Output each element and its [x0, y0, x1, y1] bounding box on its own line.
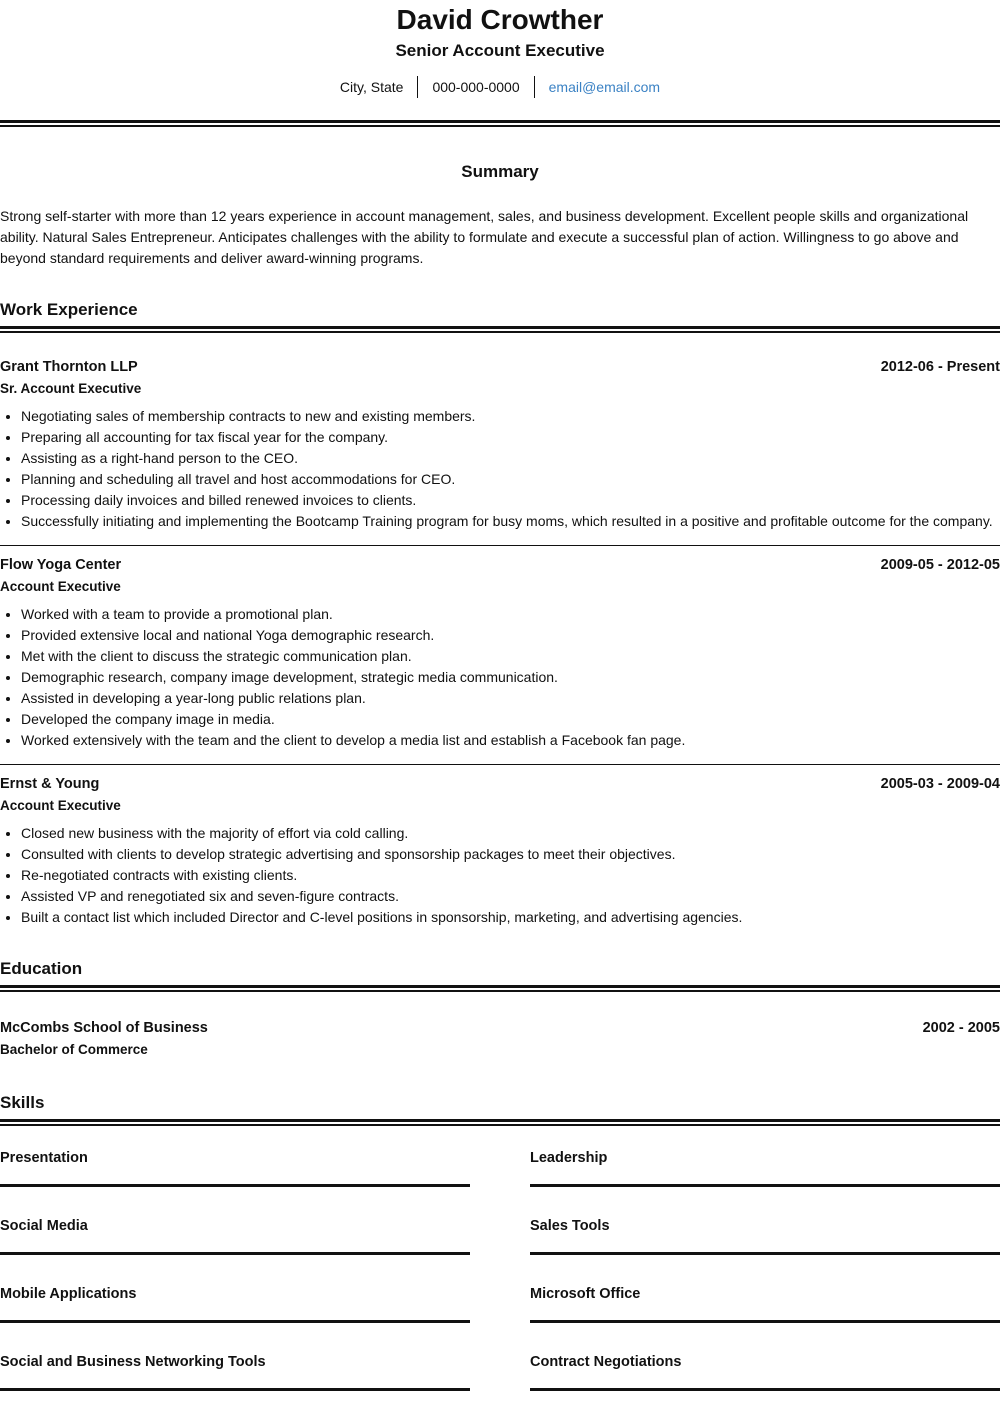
job-bullet: • Worked with a team to provide a promotional plan. — [21, 604, 1000, 625]
section-divider — [0, 1119, 1000, 1126]
job-bullet: • Closed new business with the majority of effort via cold calling. — [21, 823, 1000, 844]
contact-email-link[interactable]: email@email.com — [548, 79, 661, 95]
education-degree: Bachelor of Commerce — [0, 1042, 148, 1057]
job-divider — [0, 545, 1000, 546]
job-bullet: • Worked extensively with the team and the client to develop a media list and establish a Facebook fan page. — [21, 730, 1000, 751]
job-bullets — [0, 604, 1000, 751]
job-entry — [0, 774, 1000, 928]
skill-label: Microsoft Office — [530, 1286, 641, 1302]
contact-phone: 000-000-0000 — [432, 79, 520, 95]
education-entry — [0, 1018, 1000, 1059]
job-bullet: • Processing daily invoices and billed renewed invoices to clients. — [21, 490, 1000, 511]
skill-label: Social Media — [0, 1218, 88, 1234]
summary-text: Strong self-starter with more than 12 years experience in account management, sales, and business development. Excellent people skills and organizational ability. Natural Sales Entrepreneur. Anticipates challenges with the ability to formulate and execute a successful plan of action. Willingness to go above and beyond standard requirements and deliver award-winning programs. — [0, 208, 969, 266]
job-entry — [0, 555, 1000, 765]
skill-level-bar — [0, 1320, 470, 1323]
job-header — [0, 357, 1000, 377]
education-school: McCombs School of Business — [0, 1020, 208, 1036]
job-company: Flow Yoga Center — [0, 557, 122, 573]
skills-grid — [0, 1148, 1000, 1420]
skills-section — [0, 1092, 1000, 1420]
skill-label: Social and Business Networking Tools — [0, 1354, 266, 1370]
job-bullet: • Developed the company image in media. — [21, 709, 1000, 730]
work-experience-heading: Work Experience — [0, 300, 138, 319]
job-bullet: • Planning and scheduling all travel and host accommodations for CEO. — [21, 469, 1000, 490]
skill-label: Contract Negotiations — [530, 1354, 682, 1370]
contact-line — [0, 76, 1000, 98]
job-bullet: • Assisting as a right-hand person to the CEO. — [21, 448, 1000, 469]
resume-header — [0, 0, 1000, 127]
job-bullet: • Consulted with clients to develop strategic advertising and sponsorship packages to meet their objectives. — [21, 844, 1000, 865]
candidate-name: David Crowther — [396, 4, 604, 35]
job-bullet: • Assisted VP and renegotiated six and seven-figure contracts. — [21, 886, 1000, 907]
job-dates: 2012-06 - Present — [880, 359, 1000, 375]
job-role: Account Executive — [0, 579, 121, 594]
job-role: Account Executive — [0, 798, 121, 813]
skill-level-bar — [530, 1320, 1000, 1323]
section-divider — [0, 985, 1000, 992]
education-dates: 2002 - 2005 — [922, 1020, 1000, 1036]
job-bullet: • Met with the client to discuss the strategic communication plan. — [21, 646, 1000, 667]
skill-item — [530, 1216, 1000, 1284]
skill-label: Presentation — [0, 1150, 88, 1166]
skill-label: Sales Tools — [530, 1218, 610, 1234]
candidate-title: Senior Account Executive — [395, 41, 605, 60]
job-dates: 2005-03 - 2009-04 — [880, 776, 1000, 792]
job-bullet: • Negotiating sales of membership contracts to new and existing members. — [21, 406, 1000, 427]
skill-label: Leadership — [530, 1150, 608, 1166]
job-role: Sr. Account Executive — [0, 381, 142, 396]
skill-label: Mobile Applications — [0, 1286, 137, 1302]
job-bullet: • Assisted in developing a year-long public relations plan. — [21, 688, 1000, 709]
contact-location: City, State — [339, 79, 404, 95]
job-bullet: • Preparing all accounting for tax fiscal year for the company. — [21, 427, 1000, 448]
job-dates: 2009-05 - 2012-05 — [880, 557, 1000, 573]
job-bullet: • Demographic research, company image development, strategic media communication. — [21, 667, 1000, 688]
work-experience-section — [0, 299, 1000, 928]
skills-heading: Skills — [0, 1093, 45, 1112]
job-bullet: • Successfully initiating and implementing the Bootcamp Training program for busy moms, which resulted in a positive and profitable outcome for the company. — [21, 511, 1000, 532]
skill-level-bar — [0, 1252, 470, 1255]
job-bullet: • Built a contact list which included Director and C-level positions in sponsorship, marketing, and advertising agencies. — [21, 907, 1000, 928]
header-divider — [0, 120, 1000, 127]
job-entry — [0, 357, 1000, 546]
job-bullet: • Re-negotiated contracts with existing clients. — [21, 865, 1000, 886]
job-header — [0, 555, 1000, 575]
section-divider — [0, 326, 1000, 333]
skill-item — [0, 1148, 470, 1216]
job-company: Grant Thornton LLP — [0, 359, 138, 375]
job-bullet: • Provided extensive local and national Yoga demographic research. — [21, 625, 1000, 646]
skill-item — [530, 1148, 1000, 1216]
job-bullets — [0, 406, 1000, 532]
education-header — [0, 1018, 1000, 1038]
job-divider — [0, 764, 1000, 765]
job-company: Ernst & Young — [0, 776, 100, 792]
summary-section — [0, 161, 1000, 269]
skill-level-bar — [0, 1388, 470, 1391]
skill-item — [0, 1284, 470, 1352]
job-bullets — [0, 823, 1000, 928]
education-section — [0, 958, 1000, 1059]
skill-level-bar — [530, 1388, 1000, 1391]
skill-item — [0, 1216, 470, 1284]
summary-heading: Summary — [461, 162, 539, 181]
skill-level-bar — [530, 1252, 1000, 1255]
skill-level-bar — [0, 1184, 470, 1187]
job-header — [0, 774, 1000, 794]
education-heading: Education — [0, 959, 83, 978]
skill-level-bar — [530, 1184, 1000, 1187]
skill-item — [530, 1284, 1000, 1352]
